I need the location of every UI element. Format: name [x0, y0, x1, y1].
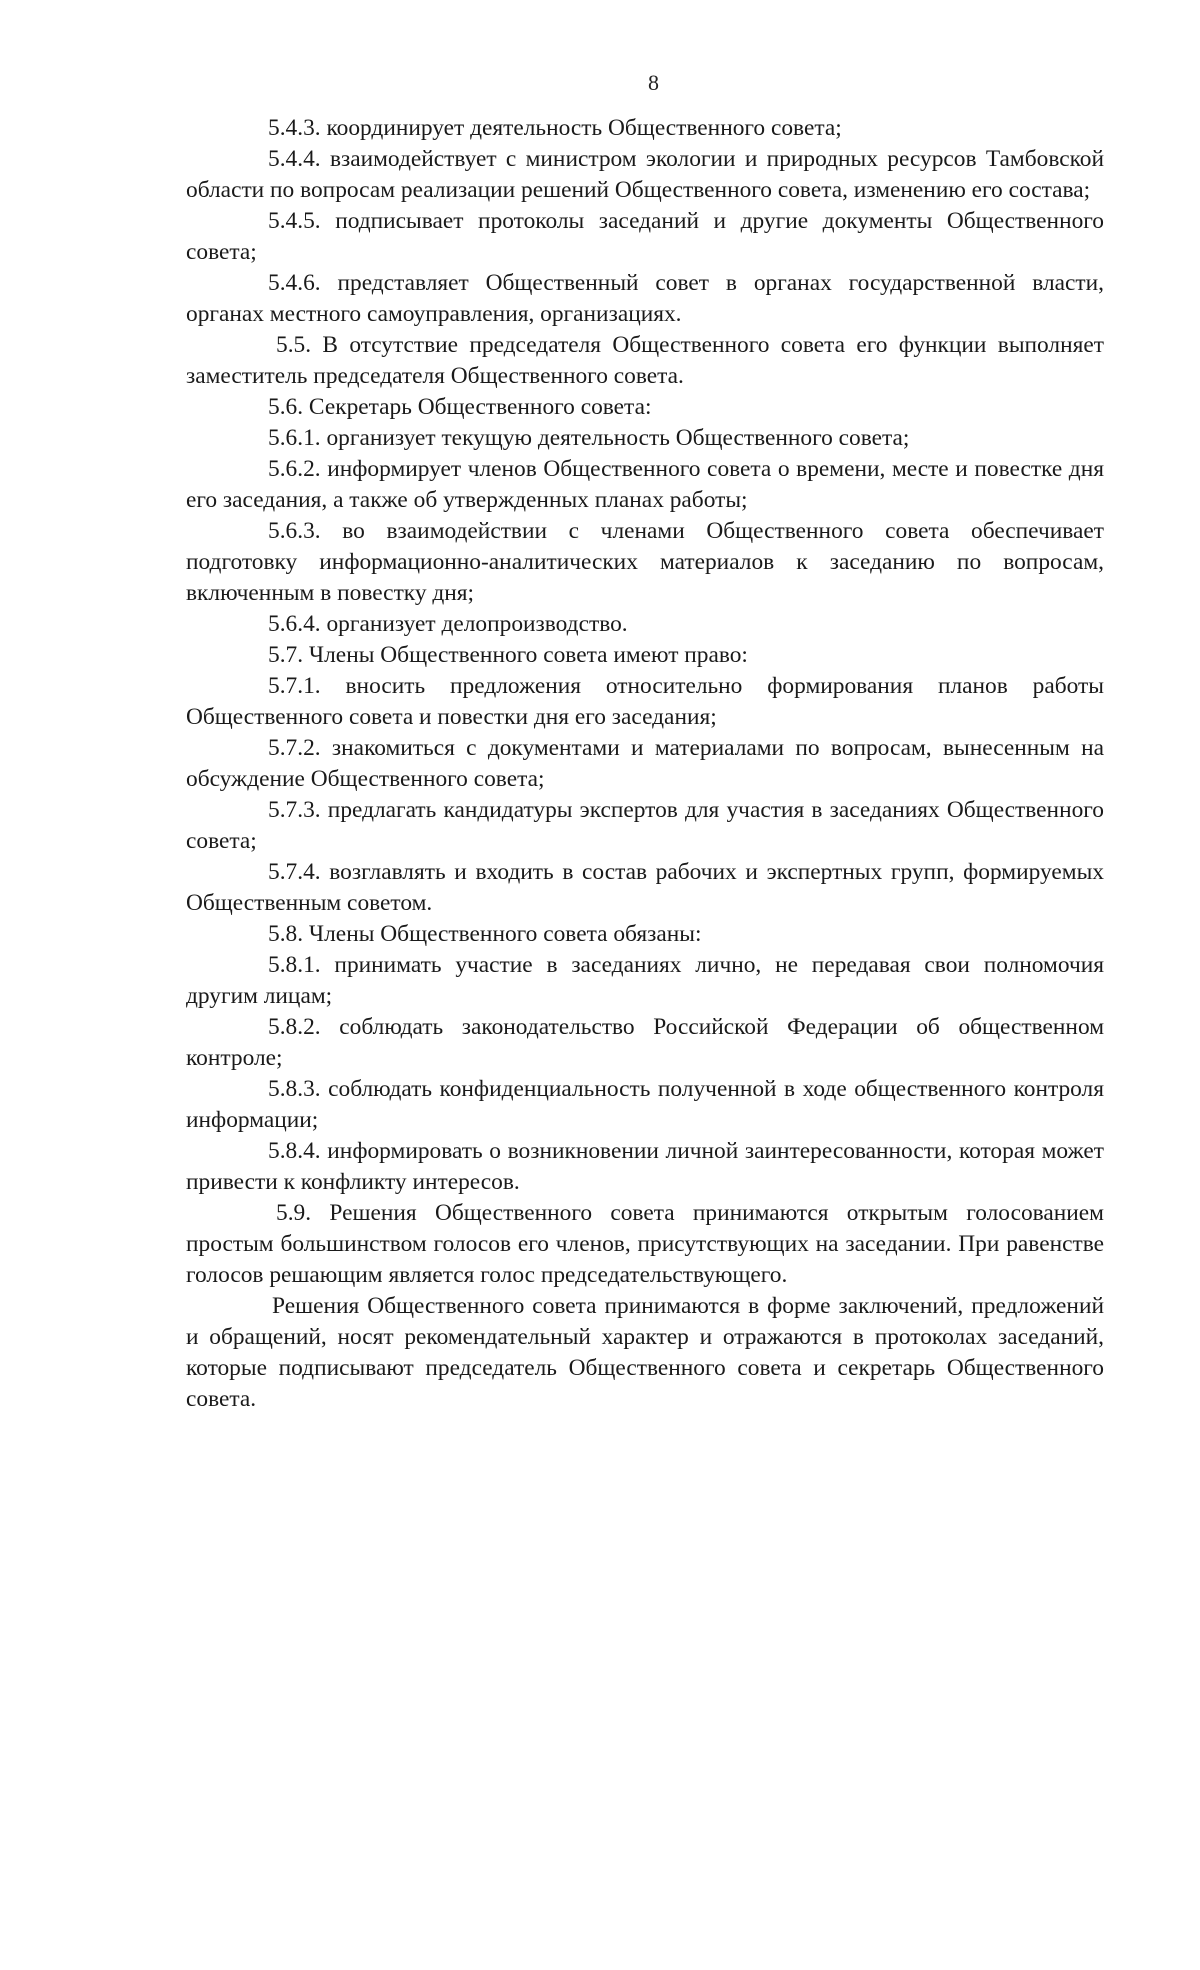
paragraph-5-7-4: 5.7.4. возглавлять и входить в состав рабочих и экспертных групп, формируемых Общественным советом.	[186, 859, 1104, 916]
paragraph-5-8-1: 5.8.1. принимать участие в заседаниях лично, не передавая свои полномочия другим лицам;	[186, 952, 1104, 1009]
paragraph-5-8-2: 5.8.2. соблюдать законодательство Российской Федерации об общественном контроле;	[186, 1014, 1104, 1071]
paragraph-5-6-4: 5.6.4. организует делопроизводство.	[268, 611, 628, 637]
paragraph-5-4-5: 5.4.5. подписывает протоколы заседаний и другие документы Общественного совета;	[186, 208, 1104, 265]
paragraph-5-7-3: 5.7.3. предлагать кандидатуры экспертов для участия в заседаниях Общественного совета;	[186, 797, 1104, 854]
document-body	[186, 113, 1104, 1415]
paragraph-5-5: 5.5. В отсутствие председателя Общественного совета его функции выполняет заместитель председателя Общественного совета.	[186, 332, 1104, 389]
paragraph-5-6-2: 5.6.2. информирует членов Общественного совета о времени, месте и повестке дня его заседания, а также об утвержденных планах работы;	[186, 456, 1104, 513]
paragraph-5-6-1: 5.6.1. организует текущую деятельность Общественного совета;	[268, 425, 910, 451]
paragraph-5-7-2: 5.7.2. знакомиться с документами и материалами по вопросам, вынесенным на обсуждение Общественного совета;	[186, 735, 1104, 792]
paragraph-5-8-3: 5.8.3. соблюдать конфиденциальность полученной в ходе общественного контроля информации;	[186, 1076, 1104, 1133]
paragraph-5-7-1: 5.7.1. вносить предложения относительно формирования планов работы Общественного совета и повестки дня его заседания;	[186, 673, 1104, 730]
paragraph-5-9: 5.9. Решения Общественного совета принимаются открытым голосованием простым большинством голосов его членов, присутствующих на заседании. При равенстве голосов решающим является голос председательствующего.	[186, 1200, 1104, 1288]
paragraph-5-8-4: 5.8.4. информировать о возникновении личной заинтересованности, которая может привести к конфликту интересов.	[186, 1138, 1104, 1195]
paragraph-5-4-3: 5.4.3. координирует деятельность Общественного совета;	[268, 115, 842, 141]
paragraph-5-6-3: 5.6.3. во взаимодействии с членами Общественного совета обеспечивает подготовку информационно-аналитических материалов к заседанию по вопросам, включенным в повестку дня;	[186, 518, 1104, 606]
paragraph-5-4-6: 5.4.6. представляет Общественный совет в органах государственной власти, органах местного самоуправления, организациях.	[186, 270, 1104, 327]
paragraph-5-8: 5.8. Члены Общественного совета обязаны:	[268, 921, 702, 947]
paragraph-decisions: Решения Общественного совета принимаются в форме заключений, предложений и обращений, носят рекомендательный характер и отражаются в протоколах заседаний, которые подписывают председатель Общественного совета и секретарь Общественного совета.	[186, 1293, 1104, 1412]
paragraph-5-7: 5.7. Члены Общественного совета имеют право:	[268, 642, 748, 668]
page-number: 8	[648, 70, 659, 95]
paragraph-5-4-4: 5.4.4. взаимодействует с министром экологии и природных ресурсов Тамбовской области по вопросам реализации решений Общественного совета, изменению его состава;	[186, 146, 1104, 203]
paragraph-5-6: 5.6. Секретарь Общественного совета:	[268, 394, 652, 420]
